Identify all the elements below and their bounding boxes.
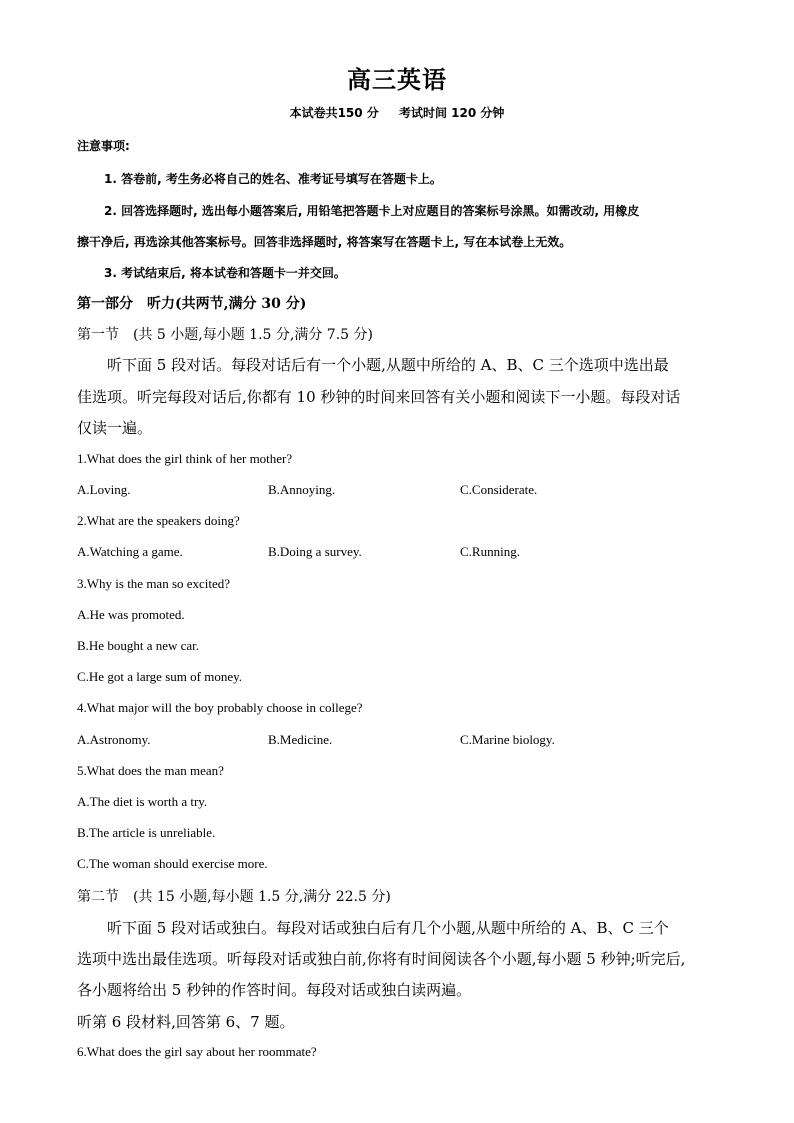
question-1-option-b: B.Annoying. [268, 482, 336, 497]
question-3-option-a: A.He was promoted. [77, 607, 185, 622]
section-2-title: 第二节 (共 15 小题,每小题 1.5 分,满分 22.5 分) [77, 889, 391, 905]
section-1-title: 第一节 (共 5 小题,每小题 1.5 分,满分 7.5 分) [77, 327, 373, 343]
question-4-option-b: B.Medicine. [268, 732, 333, 747]
question-4-option-c: C.Marine biology. [460, 732, 555, 747]
question-2-option-c: C.Running. [460, 544, 520, 559]
question-3-stem: 3.Why is the man so excited? [77, 576, 231, 591]
part-1-title: 第一部分 听力(共两节,满分 30 分) [77, 296, 307, 312]
page-title: 高三英语 [347, 65, 447, 94]
question-5-stem: 5.What does the man mean? [77, 763, 224, 778]
notice-item-2-line-1: 2. 回答选择题时, 选出每小题答案后, 用铅笔把答题卡上对应题目的答案标号涂黑。如需改动, 用橡皮 [104, 204, 640, 218]
notice-item-2-line-2: 擦干净后, 再选涂其他答案标号。回答非选择题时, 将答案写在答题卡上, 写在本试卷上无效。 [77, 235, 572, 249]
question-2-stem: 2.What are the speakers doing? [77, 513, 240, 528]
notice-heading: 注意事项: [77, 139, 130, 153]
section-2-instruction-line-1: 听下面 5 段对话或独白。每段对话或独白后有几个小题,从题中所给的 A、B、C 三个 [107, 919, 669, 937]
question-4-stem: 4.What major will the boy probably choose in college? [77, 700, 363, 715]
section-1-instruction-line-2: 佳选项。听完每段对话后,你都有 10 秒钟的时间来回答有关小题和阅读下一小题。每段对话 [77, 388, 681, 406]
question-2-option-b: B.Doing a survey. [268, 544, 362, 559]
section-1-instruction-line-3: 仅读一遍。 [77, 419, 153, 437]
question-3-option-c: C.He got a large sum of money. [77, 669, 242, 684]
question-5-option-c: C.The woman should exercise more. [77, 856, 268, 871]
notice-item-3: 3. 考试结束后, 将本试卷和答题卡一并交回。 [104, 266, 346, 280]
question-1-option-c: C.Considerate. [460, 482, 538, 497]
section-2-instruction-line-3: 各小题将给出 5 秒钟的作答时间。每段对话或独白读两遍。 [77, 981, 472, 999]
question-4-option-a: A.Astronomy. [77, 732, 151, 747]
section-2-instruction-line-2: 选项中选出最佳选项。听每段对话或独白前,你将有时间阅读各个小题,每小题 5 秒钟;听完后, [77, 950, 686, 968]
total-score-text: 本试卷共150 分 [289, 106, 379, 120]
notice-item-1: 1. 答卷前, 考生务必将自己的姓名、准考证号填写在答题卡上。 [104, 172, 442, 186]
exam-info [0, 104, 794, 121]
question-2-option-a: A.Watching a game. [77, 544, 183, 559]
question-1-option-a: A.Loving. [77, 482, 131, 497]
section-1-instruction-line-1: 听下面 5 段对话。每段对话后有一个小题,从题中所给的 A、B、C 三个选项中选出最 [107, 356, 669, 374]
question-6-stem: 6.What does the girl say about her roommate? [77, 1044, 317, 1059]
question-5-option-a: A.The diet is worth a try. [77, 794, 208, 809]
question-1-stem: 1.What does the girl think of her mother? [77, 451, 293, 466]
question-3-option-b: B.He bought a new car. [77, 638, 200, 653]
exam-time-text: 考试时间 120 分钟 [399, 106, 505, 120]
question-5-option-b: B.The article is unreliable. [77, 825, 216, 840]
material-6-heading: 听第 6 段材料,回答第 6、7 题。 [77, 1013, 295, 1031]
